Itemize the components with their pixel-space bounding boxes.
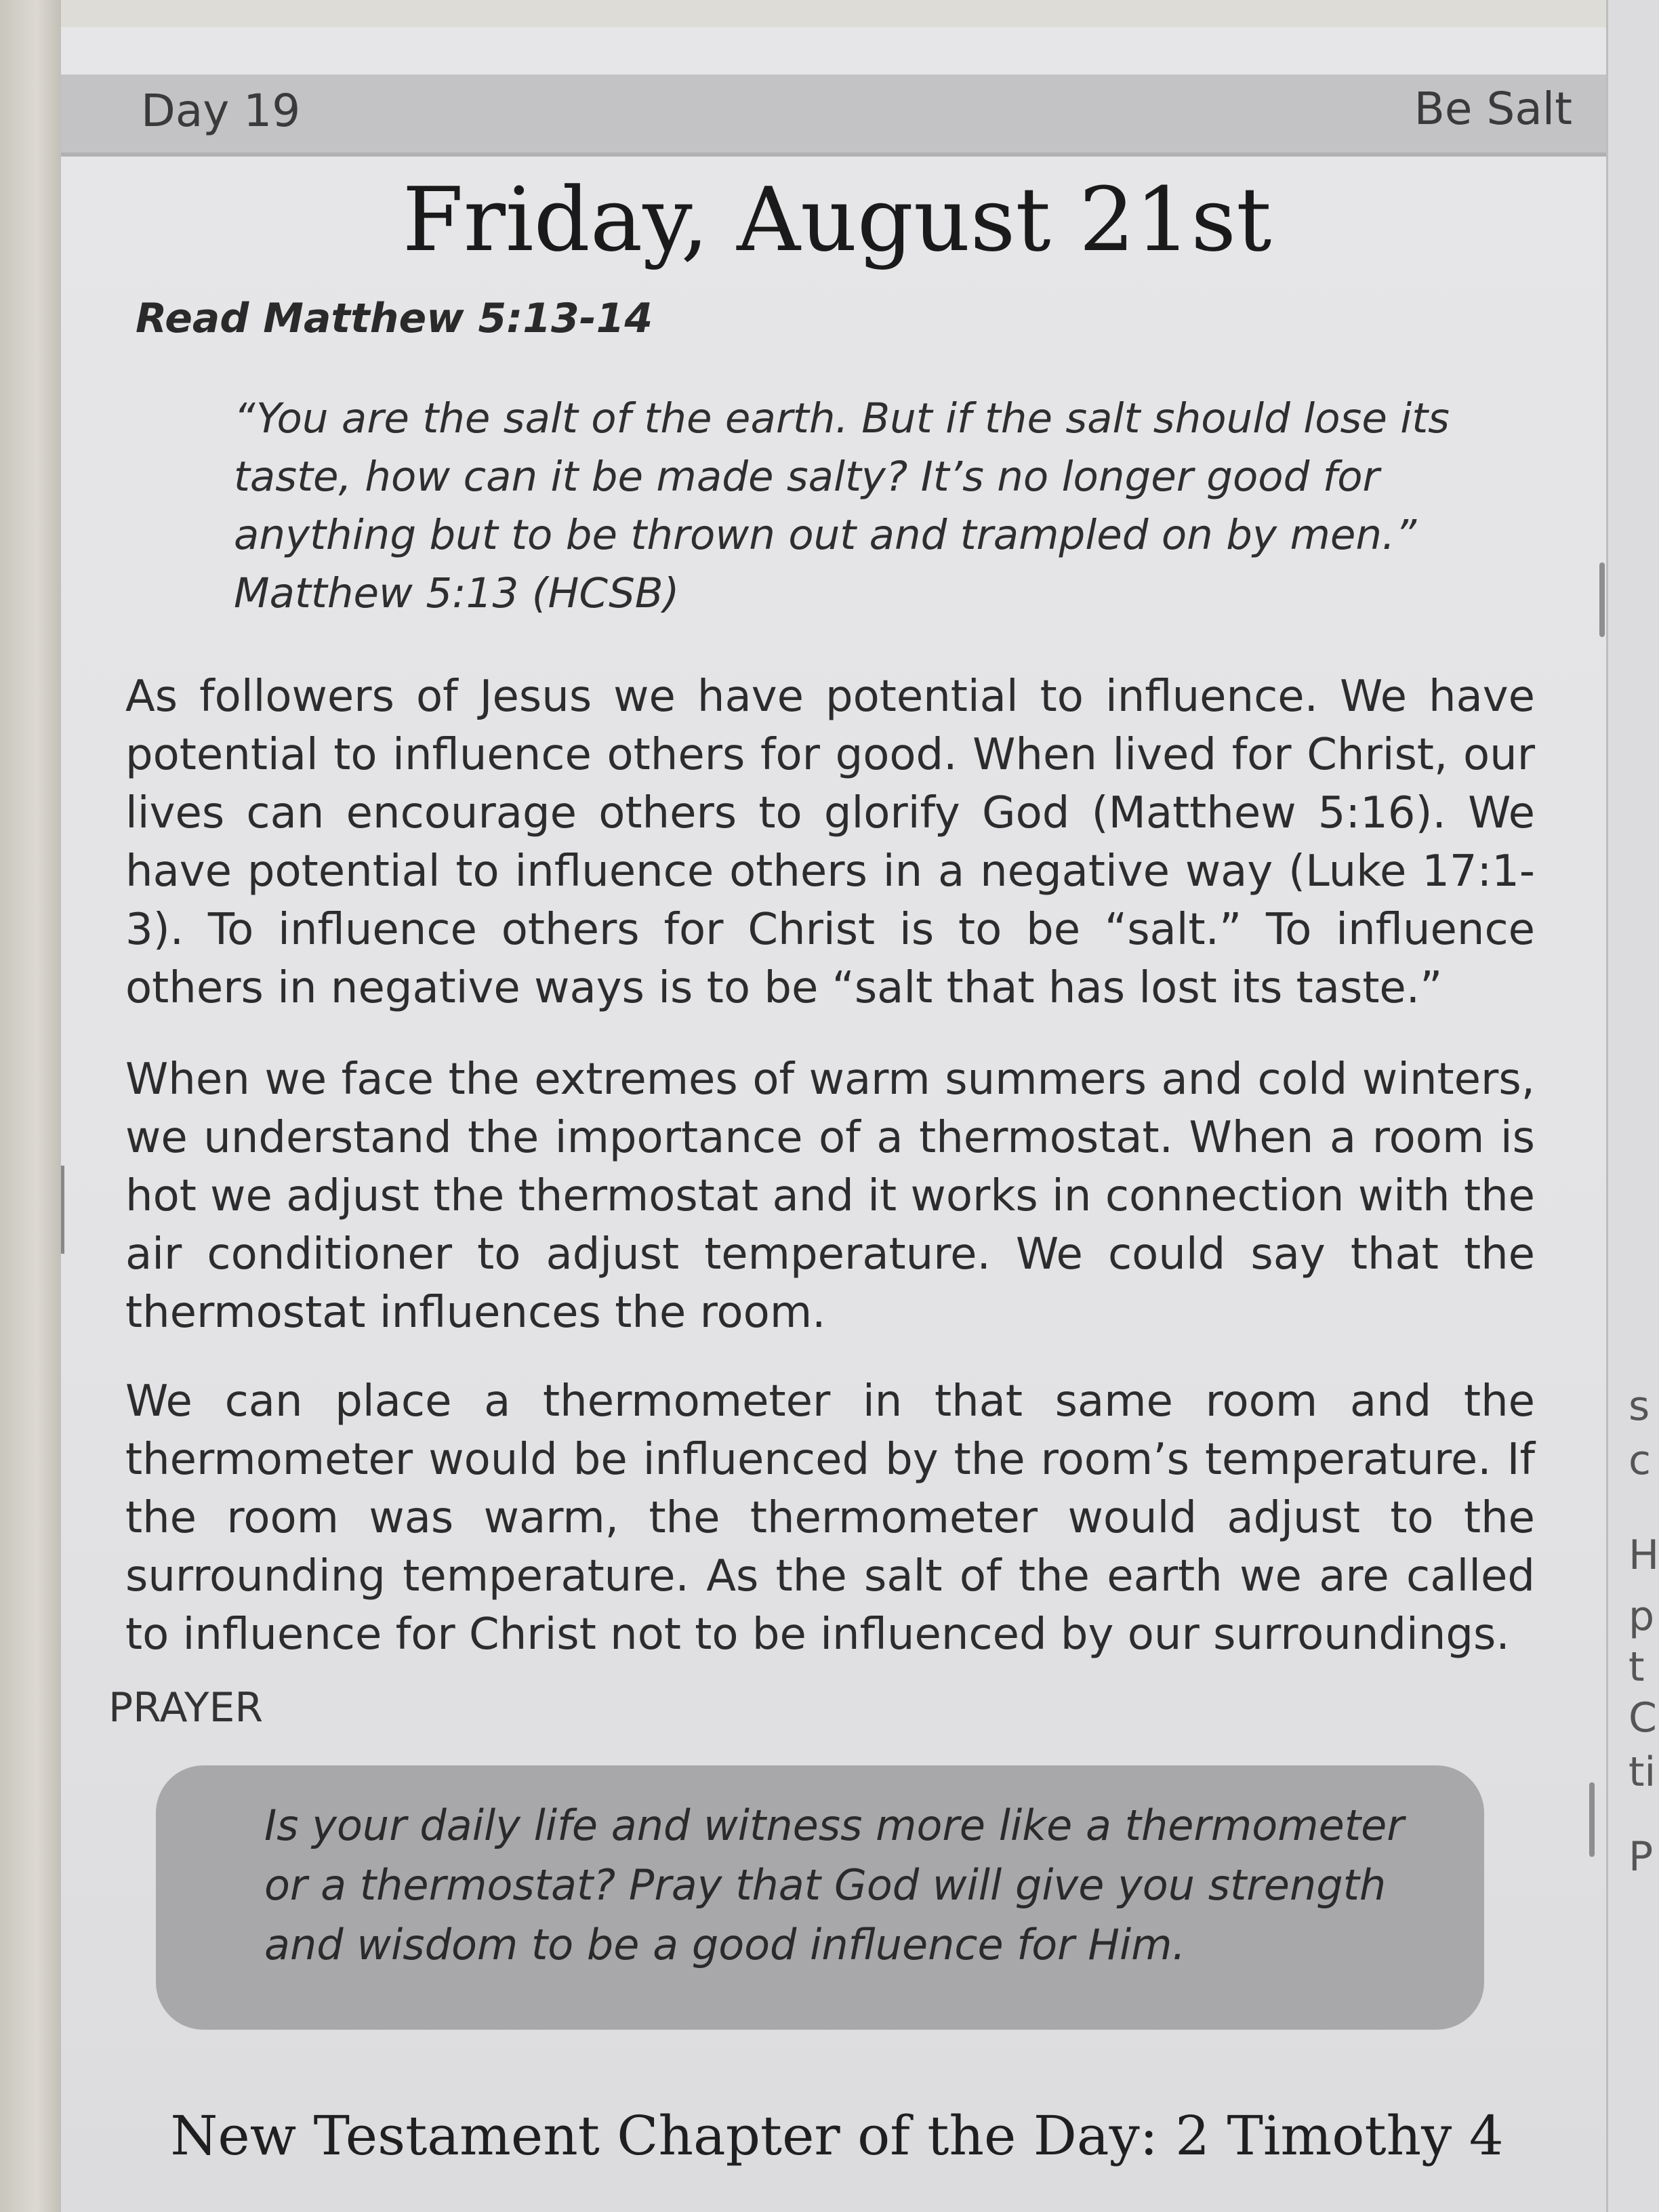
body-paragraph-2: When we face the extremes of warm summers and cold winters, we understand the importance of a thermostat. When a room is hot we adjust the thermostat and it works in connection with the air conditioner to adjust temperature. We could say that the thermostat influences the room. bbox=[125, 1054, 1535, 1338]
theme-label: Be Salt bbox=[1414, 83, 1572, 135]
scripture-quote bbox=[234, 390, 1521, 623]
facing-fragment: ti bbox=[1629, 1748, 1656, 1796]
facing-fragment: t bbox=[1629, 1643, 1645, 1691]
reading-reference: Read Matthew 5:13-14 bbox=[136, 295, 653, 342]
facing-fragment: p bbox=[1629, 1593, 1655, 1640]
facing-page-edge bbox=[1606, 0, 1659, 2212]
booklet-left-edge bbox=[0, 0, 61, 2212]
quote-text: “You are the salt of the earth. But if the salt should lose its taste, how can it be made salty? It’s no longer good for anything but to be thrown out and trampled on by men.” bbox=[234, 394, 1450, 559]
page-title: Friday, August 21st bbox=[402, 168, 1272, 271]
facing-fragment: C bbox=[1629, 1694, 1657, 1742]
body-paragraph-1: As followers of Jesus we have potential to influence. We have potential to influence others for good. When lived for Christ, our lives can encourage others to glorify God (Matthew 5:16). We have potential to influence others in a negative way (Luke 17:1-3). To influence others for Christ is to be “salt.” To influence others in negative ways is to be “salt that has lost its taste.” bbox=[125, 672, 1535, 1013]
facing-fragment: s bbox=[1629, 1382, 1650, 1430]
staple-top bbox=[1599, 562, 1605, 637]
prayer-text: Is your daily life and witness more like a thermometer or a thermostat? Pray that God will give you strength and wisdom to be a good influence for Him. bbox=[264, 1801, 1404, 1969]
facing-fragment: c bbox=[1629, 1437, 1651, 1484]
day-label: Day 19 bbox=[141, 85, 301, 137]
margin-mark bbox=[61, 1166, 64, 1254]
chapter-of-the-day: New Testament Chapter of the Day: 2 Timothy 4 bbox=[170, 2104, 1504, 2167]
staple-bottom bbox=[1589, 1782, 1595, 1857]
devotional-page bbox=[61, 27, 1613, 2212]
body-paragraph-3: We can place a thermometer in that same room and the thermometer would be influenced by the room’s temperature. If the room was warm, the thermometer would adjust to the surrounding temperature. As the salt of the earth we are called to influence for Christ not to be influenced by our surroundings. bbox=[125, 1376, 1535, 1660]
facing-fragment: H bbox=[1629, 1532, 1659, 1579]
facing-fragment: P bbox=[1629, 1833, 1654, 1881]
prayer-box bbox=[156, 1765, 1484, 2030]
quote-citation: Matthew 5:13 (HCSB) bbox=[234, 569, 680, 617]
prayer-label: PRAYER bbox=[108, 1684, 264, 1732]
